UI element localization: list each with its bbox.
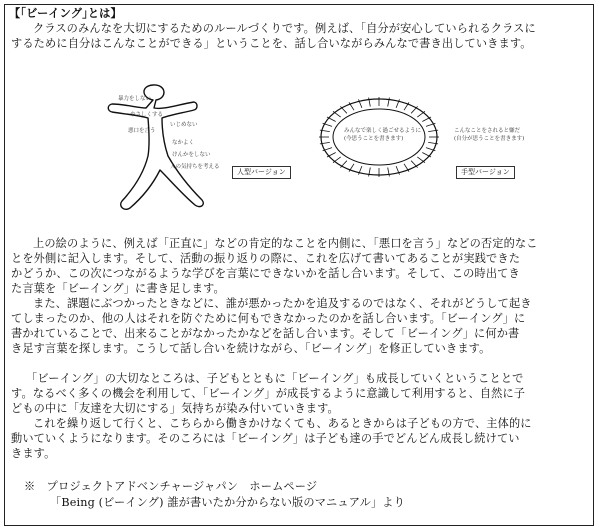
paragraph-1-line-3: かどうか、この次につながるような学びを言葉にできないかを話し合います。そして、この時出てき <box>11 267 520 280</box>
person-label-6: けんかをしない <box>172 152 211 158</box>
paragraph-2-line-4: き足す言葉を探します。こうして話し合いを続けながら、「ビーイング」を修正していきます。 <box>11 342 491 355</box>
paragraph-4-line-2: 動いていくようになります。そのころには「ビーイング」は子ども達の手でどんどん成長し続けてい <box>11 432 520 445</box>
paragraph-2-line-3: 書かれていることで、出来ることがなかったかなどを話し合います。そして「ビーイング」に何か書 <box>11 327 520 340</box>
person-caption: 人型バージョン <box>232 166 291 179</box>
source-line-1: ※ プロジェクトアドベンチャージャパン ホームページ <box>24 480 318 493</box>
person-being-illustration <box>98 82 216 214</box>
source-line-2: 「Being (ビーイング) 誰が書いたか分からない版のマニュアル」より <box>50 496 405 509</box>
person-label-5: なかよく <box>172 140 195 146</box>
finger-stroke <box>333 157 341 163</box>
person-label-1: 暴力をしない <box>118 96 152 102</box>
hands-caption: 手型バージョン <box>456 166 515 179</box>
paragraph-2-line-2: てしまったのか、他の人はそれを防ぐために何もできなかったのかを話し合います。「ビーイング」に <box>11 312 526 325</box>
paragraph-3-line-1: 「ビーイング」の大切なところは、子どもとともに「ビーイング」も成長していくということとで <box>26 372 524 385</box>
paragraph-2-line-1: また、課題にぶつかったときなどに、誰が悪かったかを追及するのではなく、それがどうして起き <box>33 297 532 310</box>
paragraph-3-line-2: す。なるべく多くの機会を利用して、「ビーイング」が成長するように意識して利用すると、自然に子 <box>11 387 526 400</box>
page-title: 【｢ビーイング｣とは】 <box>9 6 122 20</box>
paragraph-3-line-3: どもの中に「友達を大切にする」気持ちが染み付いていきます。 <box>11 402 339 415</box>
person-label-3: 悪口を言う <box>128 128 156 134</box>
paragraph-4-line-3: きます。 <box>11 447 56 460</box>
paragraph-1-line-4: た言葉を「ビーイング」に書き足します。 <box>11 282 225 295</box>
hands-inner-line-2: (今思うことを書きます) <box>344 136 404 142</box>
finger-stroke <box>333 111 341 117</box>
intro-line-2: するために自分はこんなことができる」ということを、話し合いながらみんなで書き出していきます。 <box>11 37 532 50</box>
paragraph-1-line-2: とを外側に記入します。そして、活動の振り返りの際に、これを広げて書いてあることが実践できた <box>11 252 521 265</box>
intro-line-1: クラスのみんなを大切にするためのルールづくりです。例えば、「自分が安心していられるクラスに <box>33 22 536 35</box>
hands-inner-line-1: みんなで楽しく過ごせるように <box>344 128 422 134</box>
paragraph-1-line-1: 上の絵のように、例えば「正直に」などの肯定的なことを内側に、「悪口を言う」などの否定的なこ <box>33 237 538 250</box>
hands-outer-line-1: こんなことをされると嫌だ <box>454 128 521 134</box>
finger-stroke <box>417 111 425 117</box>
person-label-2: やさしくする <box>130 112 164 118</box>
person-label-4: いじめない <box>170 122 198 128</box>
hands-outer-line-2: (自分が思うことを書きます) <box>454 136 525 142</box>
finger-stroke <box>417 157 425 163</box>
person-label-7: 人の気持ちを考える <box>170 164 220 170</box>
paragraph-4-line-1: これを繰り返して行くと、こちらから働きかけなくても、あるときからは子どもの方で、主体的に <box>33 417 532 430</box>
